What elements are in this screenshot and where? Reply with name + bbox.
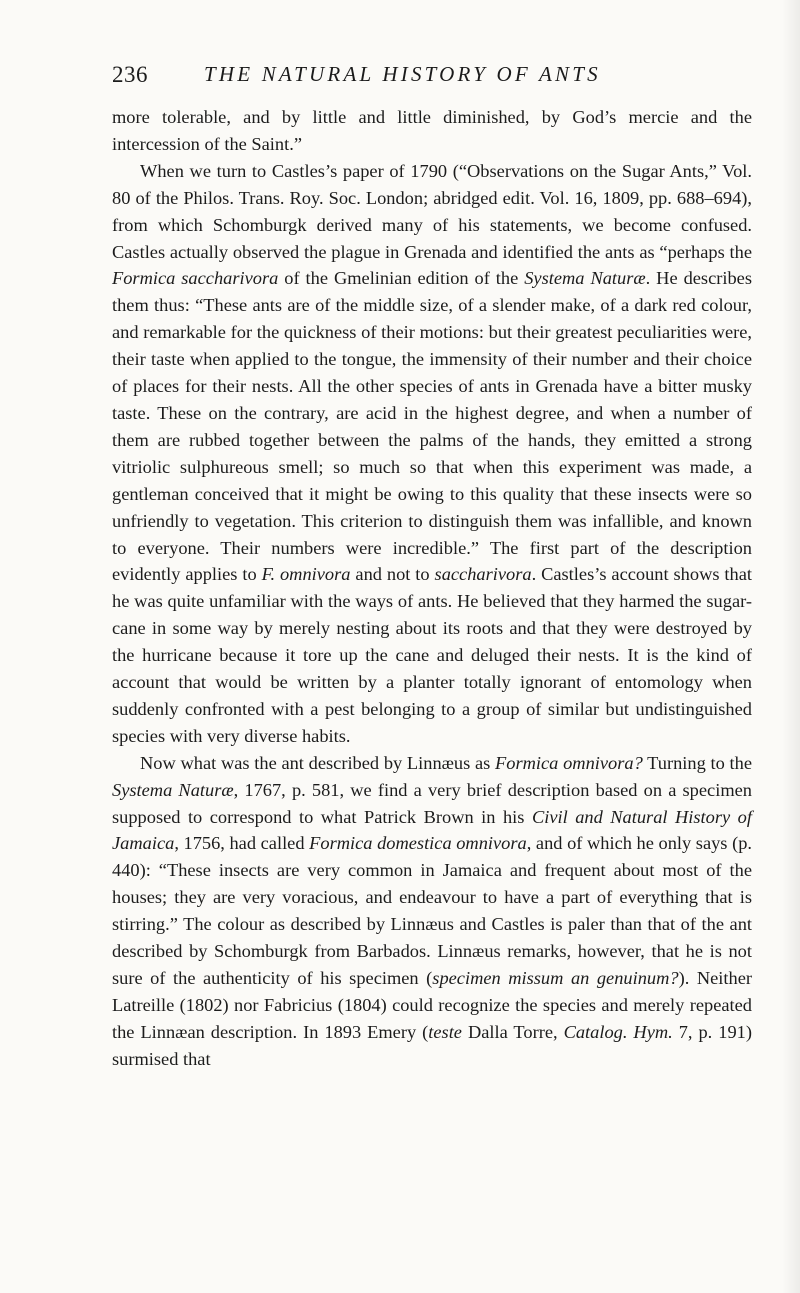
page-header — [112, 62, 752, 94]
text-run: , and of which he only says (p. 440): “These insects are very common in Jamaica and frequent about most of the houses; they are very voracious, and endeavour to have a part of everything that is stirring.” The colour as described by Linnæus and Castles is paler than that of the ant described by Schomburgk from Barbados. Linnæus remarks, however, that he is not sure of the authenticity of his specimen ( — [112, 833, 752, 988]
italic-text-run: Civil and Natural History of Jamaica — [112, 806, 752, 854]
text-run: of the Gmelinian edition of the — [278, 268, 525, 289]
italic-text-run: Formica saccharivora — [112, 268, 279, 289]
text-run: , 1767, p. 581, we find a very brief description based on a specimen supposed to correspond to what Patrick Brown in his — [112, 779, 752, 827]
text-run: Dalla Torre, — [461, 1021, 564, 1042]
text-run: ). Neither Latreille (1802) nor Fabricius (1804) could recognize the species and merely repeated the Linnæan description. In 1893 Emery ( — [112, 968, 752, 1042]
text-run: . He describes them thus: “These ants are of the middle size, of a slender make, of a dark red colour, and remarkable for the quickness of their motions: but their greatest peculiarities were, their taste when applied to the tongue, the immensity of their number and their choice of places for their nests. All the other species of ants in Grenada have a bitter musky taste. These on the contrary, are acid in the highest degree, and when a number of them are rubbed together between the palms of the hands, they emitted a strong vitriolic sulphureous smell; so much so that when this experiment was made, a gentleman conceived that it might be owing to this quality that these insects were so unfriendly to vegetation. This criterion to distinguish them was infallible, and known to everyone. Their numbers were incredible.” The first part of the description evidently applies to — [112, 268, 752, 585]
italic-text-run: Formica omnivora? — [495, 752, 643, 773]
body-text — [112, 104, 752, 1073]
paragraph-1 — [112, 104, 752, 158]
running-head: THE NATURAL HISTORY OF ANTS — [204, 62, 601, 86]
text-run: . Castles’s account shows that he was quite unfamiliar with the ways of ants. He believed that they harmed the sugar-cane in some way by merely nesting about its roots and that they were destroyed by the hurricane because it tore up the cane and deluged their nests. It is the kind of account that would be written by a planter totally ignorant of entomology when suddenly confronted with a pest belonging to a group of similar but undistinguished species with very diverse habits. — [112, 564, 752, 746]
italic-text-run: Systema Naturæ — [112, 779, 234, 800]
text-run: When we turn to Castles’s paper of 1790 (“Observations on the Sugar Ants,” Vol. 80 of the Philos. Trans. Roy. Soc. London; abridged edit. Vol. 16, 1809, pp. 688–694), from which Schomburgk derived many of his statements, we become confused. Castles actually observed the plague in Grenada and identified the ants as “perhaps the — [112, 160, 752, 262]
text-run: and not to — [350, 564, 435, 585]
text-run: Now what was the ant described by Linnæus as — [140, 752, 496, 773]
italic-text-run: Systema Naturæ — [524, 268, 646, 289]
text-run: , 1756, had called — [174, 833, 310, 854]
italic-text-run: teste — [428, 1021, 462, 1042]
text-run: Turning to the — [642, 752, 752, 773]
paragraph-2 — [112, 158, 752, 750]
italic-text-run: F. omnivora — [261, 564, 351, 585]
italic-text-run: Catalog. Hym. — [563, 1021, 673, 1042]
text-run: 7, p. 191) surmised that — [112, 1021, 752, 1069]
italic-text-run: Formica domestica omnivora — [309, 833, 527, 854]
italic-text-run: saccharivora — [434, 564, 532, 585]
italic-text-run: specimen missum an genuinum? — [432, 968, 679, 988]
page-number: 236 — [112, 62, 148, 87]
text-run: more tolerable, and by little and little diminished, by God’s mercie and the intercession of the Saint.” — [112, 107, 752, 154]
paragraph-3 — [112, 750, 752, 1073]
